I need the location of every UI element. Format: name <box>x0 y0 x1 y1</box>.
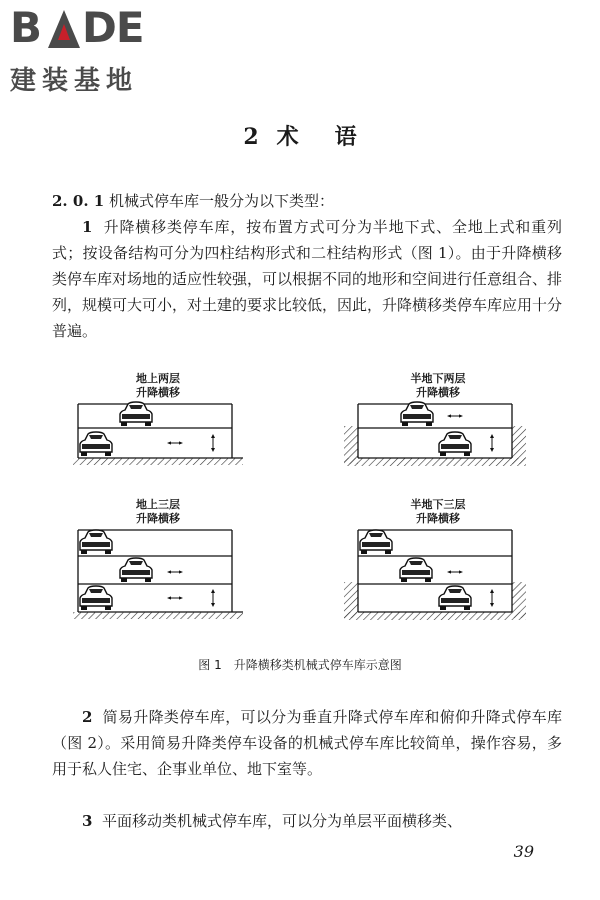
figure-panel-title: 地上两层 升降横移 <box>136 372 180 399</box>
logo-chinese: 建装基地 <box>10 66 139 96</box>
item-text: 简易升降类停车库，可以分为垂直升降式停车库和俯仰升降式停车库（图 2）。采用简易升降类停车设备的机械式停车库比较简单，操作容易，多用于私人住宅、企事业单位、地下室等。 <box>52 708 562 778</box>
diagram-panel-1 <box>73 402 243 465</box>
section-intro-text: 机械式停车库一般分为以下类型： <box>108 192 334 210</box>
logo-letter-b: B <box>10 3 42 52</box>
item-number: 3 <box>82 812 93 830</box>
item-text: 升降横移类停车库，按布置方式可分为半地下式、全地上式和重列式；按设备结构可分为四柱结构形式和二柱结构形式（图 1）。由于升降横移类停车库对场地的适应性较强，可以根据不同的地形和空间进行任意组合、排列，规模可大可小，对土建的要求比较低，因此，升降横移类停车库应用十分普遍。 <box>52 218 563 340</box>
diagram-panel-4 <box>344 530 526 620</box>
figure-caption: 图 1 升降横移类机械式停车库示意图 <box>198 658 402 672</box>
chapter-title-part2: 语 <box>334 124 357 150</box>
figure-panel-title: 半地下两层 升降横移 <box>410 372 466 399</box>
item-number: 1 <box>82 218 93 236</box>
figure-panel-title: 地上三层 升降横移 <box>136 498 180 525</box>
page-number: 39 <box>513 842 534 861</box>
chapter-title-part1: 术 <box>276 124 299 150</box>
chapter-number: 2 <box>243 124 259 150</box>
section-number: 2. 0. 1 <box>52 192 105 210</box>
list-item-2 <box>52 704 562 782</box>
diagram-panel-2 <box>344 402 526 466</box>
item-text: 平面移动类机械式停车库，可以分为单层平面横移类、 <box>101 812 462 830</box>
logo-letters-de: DE <box>82 3 144 52</box>
figure-panel-title: 半地下三层 升降横移 <box>410 498 466 525</box>
list-item-3 <box>52 808 562 834</box>
diagram-panel-3 <box>73 530 243 619</box>
item-number: 2 <box>82 708 93 726</box>
